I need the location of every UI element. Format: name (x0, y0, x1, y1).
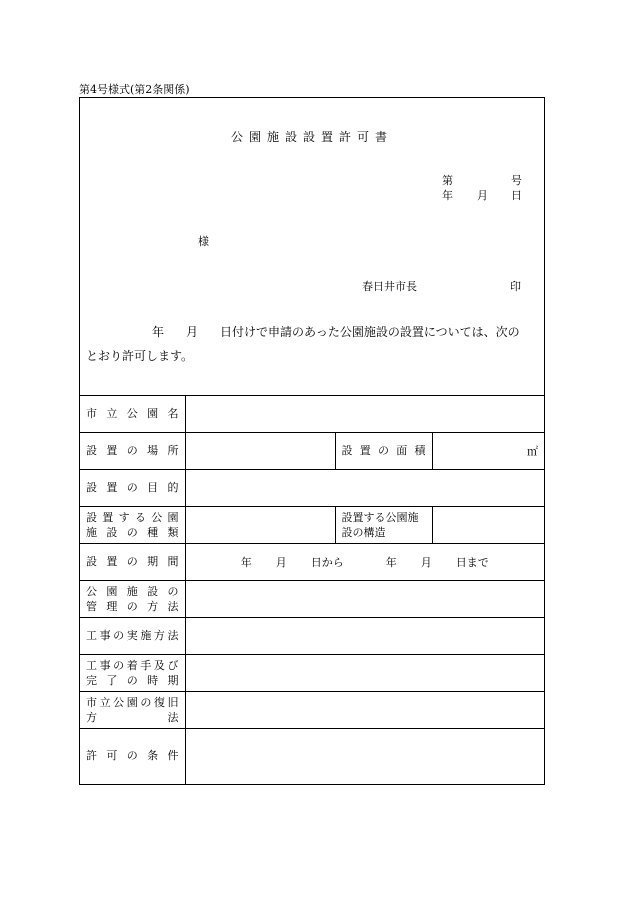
number-dai: 第 (442, 174, 453, 187)
facility-type-label: 設置する公園 施設の種類 (80, 507, 185, 544)
facility-type-value (185, 507, 335, 544)
management-label: 公園施設の 管理の方法 (80, 581, 185, 618)
permit-statement (86, 320, 530, 368)
restoration-value (185, 692, 544, 729)
construction-method-value (185, 618, 544, 655)
park-name-value (185, 396, 544, 433)
statement-month: 月 (186, 325, 199, 339)
schedule-value (185, 655, 544, 692)
table-row (80, 618, 544, 655)
table-row (80, 507, 544, 544)
area-label: 設置の面積 (335, 433, 432, 470)
purpose-label: 設置の目的 (80, 470, 185, 507)
schedule-label: 工事の着手及び 完了の時期 (80, 655, 185, 692)
table-row (80, 470, 544, 507)
conditions-label: 許可の条件 (80, 729, 185, 784)
conditions-value (185, 729, 544, 784)
table-row (80, 396, 544, 433)
date-year: 年 (442, 189, 453, 202)
statement-year: 年 (152, 325, 165, 339)
area-unit: ㎡ (432, 433, 544, 470)
addressee-suffix: 様 (198, 235, 209, 248)
seal-mark: 印 (510, 280, 521, 293)
period-value: 年 月 日から 年 月 日まで (185, 544, 544, 581)
restoration-label: 市立公園の復旧 方法 (80, 692, 185, 729)
table-row (80, 544, 544, 581)
table-row (80, 433, 544, 470)
structure-label: 設置する公園施 設の構造 (335, 507, 432, 544)
table-row (80, 729, 544, 784)
form-number-label: 第4号様式(第2条関係) (79, 83, 190, 96)
purpose-value (185, 470, 544, 507)
document-title: 公園施設設置許可書 (230, 130, 393, 144)
management-value (185, 581, 544, 618)
table-row (80, 581, 544, 618)
permit-details-table (80, 395, 544, 784)
date-month: 月 (477, 189, 488, 202)
location-value (185, 433, 335, 470)
period-label: 設置の期間 (80, 544, 185, 581)
table-row (80, 692, 544, 729)
construction-method-label: 工事の実施方法 (80, 618, 185, 655)
number-go: 号 (511, 174, 522, 187)
table-row (80, 655, 544, 692)
location-label: 設置の場所 (80, 433, 185, 470)
park-name-label: 市立公園名 (80, 396, 185, 433)
issuer-name: 春日井市長 (362, 280, 417, 293)
structure-value (432, 507, 544, 544)
date-day: 日 (511, 189, 522, 202)
permit-form (79, 97, 545, 785)
permit-header (80, 98, 544, 396)
statement-rest: 日付けで申請のあった公園施設の設置については、次のとおり許可します。 (86, 325, 520, 363)
